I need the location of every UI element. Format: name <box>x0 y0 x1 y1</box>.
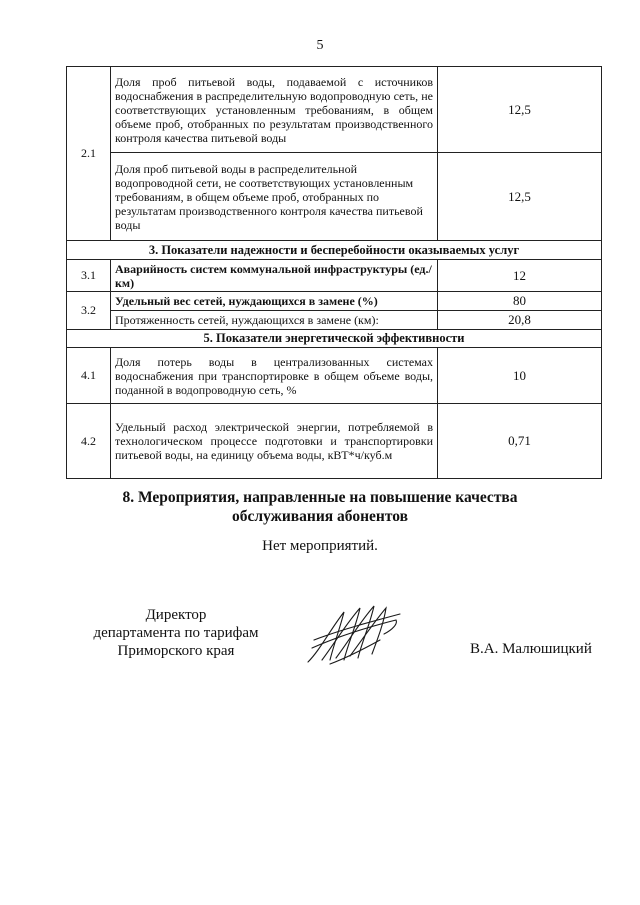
table-row <box>67 311 602 330</box>
table-row <box>67 260 602 292</box>
page-number: 5 <box>316 38 324 53</box>
section-8-body: Нет мероприятий. <box>262 538 378 554</box>
signatory-position <box>76 606 276 660</box>
section-8-title <box>0 488 640 526</box>
indicator-value: 80 <box>438 292 602 311</box>
table-row <box>67 67 602 153</box>
indicator-text: Удельный вес сетей, нуждающихся в замене (%) <box>111 292 438 311</box>
table-row <box>67 292 602 311</box>
indicator-text: Доля потерь воды в централизованных системах водоснабжения при транспортировке в общем объеме воды, поданной в водопроводную сеть, % <box>111 348 438 404</box>
handwritten-signature <box>300 600 410 670</box>
row-number: 4.1 <box>67 348 111 404</box>
indicator-text: Доля проб питьевой воды в распределительной водопроводной сети, не соответствующих установленным требованиям, в общем объеме проб, отобранных по результатам производственного контроля качества питьевой воды <box>111 153 438 241</box>
signatory-line3: Приморского края <box>117 643 235 659</box>
signatory-line1: Директор <box>145 607 207 623</box>
row-number: 4.2 <box>67 404 111 479</box>
table-row <box>67 348 602 404</box>
indicator-value: 12,5 <box>438 153 602 241</box>
indicator-value: 10 <box>438 348 602 404</box>
row-number: 3.2 <box>67 292 111 330</box>
section-header-row <box>67 330 602 348</box>
indicator-text: Удельный расход электрической энергии, потребляемой в технологическом процессе подготовки и транспортировки питьевой воды, на единицу объема воды, кВТ*ч/куб.м <box>111 404 438 479</box>
section-header: 5. Показатели энергетической эффективности <box>67 330 602 348</box>
section-8-title-line2: обслуживания абонентов <box>232 508 408 525</box>
indicator-text: Протяженность сетей, нуждающихся в замене (км): <box>111 311 438 330</box>
indicator-text: Аварийность систем коммунальной инфраструктуры (ед./км) <box>111 260 438 292</box>
indicator-value: 20,8 <box>438 311 602 330</box>
indicators-table <box>66 66 602 479</box>
section-header-row <box>67 241 602 260</box>
section-header: 3. Показатели надежности и бесперебойности оказываемых услуг <box>67 241 602 260</box>
indicator-text: Доля проб питьевой воды, подаваемой с источников водоснабжения в распределительную водопроводную сеть, не соответствующих установленным требованиям, в общем объеме проб, отобранных по результатам производственного контроля качества питьевой воды <box>111 67 438 153</box>
row-number: 2.1 <box>67 67 111 241</box>
row-number: 3.1 <box>67 260 111 292</box>
indicator-value: 12 <box>438 260 602 292</box>
signatory-name: В.А. Малюшицкий <box>470 641 592 657</box>
section-8-title-line1: 8. Мероприятия, направленные на повышение качества <box>122 489 518 506</box>
table-row <box>67 404 602 479</box>
signatory-line2: департамента по тарифам <box>93 625 259 641</box>
indicator-value: 12,5 <box>438 67 602 153</box>
table-row <box>67 153 602 241</box>
indicator-value: 0,71 <box>438 404 602 479</box>
